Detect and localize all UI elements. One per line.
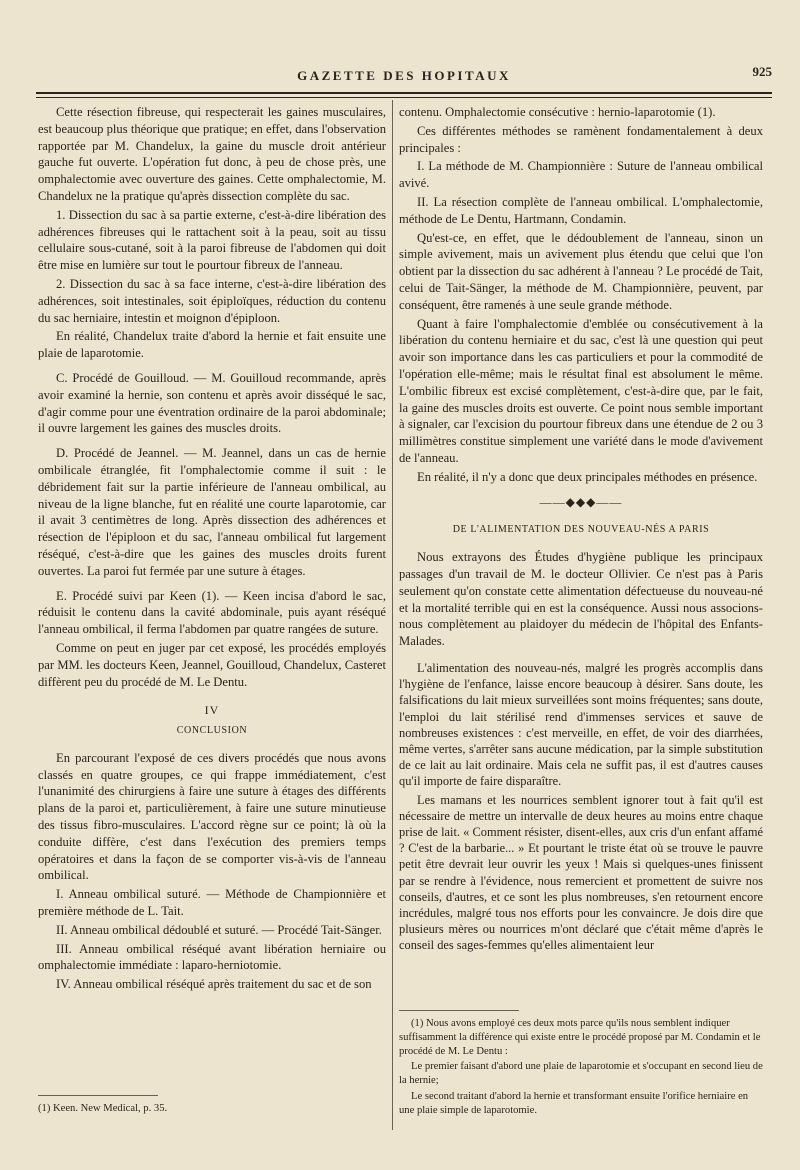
journal-title: GAZETTE DES HOPITAUX <box>297 68 511 83</box>
column-divider <box>392 100 393 1130</box>
left-footnotes <box>38 1095 386 1116</box>
right-footnotes <box>399 1010 763 1120</box>
paragraph: Ces différentes méthodes se ramènent fondamentalement à deux principales : <box>399 123 763 155</box>
paragraph: Quant à faire l'omphalectomie d'emblée ou consécutivement à la libération du contenu herniaire et du sac, c'est là une question qui peut avoir son importance dans les cas particuliers et pour la commodité de l'opération elle-même; mais le résultat final est absolument le même. L'ombilic fibreux est excisé complètement, c'est-à-dire que, par le fait, la gaine des muscles droits est ouverte. Ce point nous semble important à signaler, car l'excision du pourtour fibreux dans une étendue de 2 ou 3 millimètres constitue simplement une variété dans le mode d'avivement de l'anneau. <box>399 316 763 465</box>
paragraph: I. Anneau ombilical suturé. — Méthode de Championnière et première méthode de L. Tait. <box>38 887 386 919</box>
paragraph: D. Procédé de Jeannel. — M. Jeannel, dans un cas de hernie ombilicale étranglée, fit l'omphalectomie comme il suit : le débridement fait sur la partie inférieure de l'anneau ombilical, au niveau de la ligne blanche, fut en réalité une courte laparotomie, car il avait 3 centimètres de long. Après dissection des adhérences et résection de l'épiploon et du sac, l'anneau ombilical fut largement réséqué, c'est-à-dire que les gaines des muscles droits furent ouvertes. La paroi fut fermée par une suture à étages. <box>38 446 386 578</box>
paragraph: L'alimentation des nouveau-nés, malgré les progrès accomplis dans l'hygiène de l'enfance, laisse encore beaucoup à désirer. Sans doute, les falsifications du lait mieux surveillées sont moins fréquentes; sans doute, l'emploi du lait stérilisé rend d'immenses services et sauve de nombreuses existences : c'est merveille, en effet, de voir des diarrhées, même vertes, s'arrêter sans aucune médication, par la simple substitution de ce lait au lait ordinaire. Mais cela ne suffit pas, il est d'autres causes qu'il importe de faire disparaître. <box>399 660 763 789</box>
paragraph: Nous extrayons des Études d'hygiène publique les principaux passages d'un travail de M. le docteur Ollivier. Ce n'est pas à Paris seulement qu'on constate cette alimentation défectueuse du nouveau-né et la mortalité terrible qui en est la conséquence. Aussi nous associons-nous complètement au plaidoyer du médecin de l'hôpital des Enfants-Malades. <box>399 550 763 649</box>
footnote-rule <box>399 1010 519 1011</box>
paragraph: III. Anneau ombilical réséqué avant libération herniaire ou omphalectomie immédiate : laparo-herniotomie. <box>38 941 386 973</box>
paragraph: II. La résection complète de l'anneau ombilical. L'omphalectomie, méthode de Le Dentu, Hartmann, Condamin. <box>399 194 763 226</box>
section-title: CONCLUSION <box>176 725 248 737</box>
paragraph: I. La méthode de M. Championnière : Suture de l'anneau ombilical avivé. <box>399 159 763 191</box>
paragraph: En réalité, Chandelux traite d'abord la hernie et fait ensuite une plaie de laparotomie. <box>38 329 386 361</box>
paragraph: II. Anneau ombilical dédoublé et suturé. — Procédé Tait-Sänger. <box>56 922 382 937</box>
section-number: IV <box>204 703 220 718</box>
right-column <box>399 104 763 956</box>
footnote-rule <box>38 1095 158 1096</box>
footnote: Le second traitant d'abord la hernie et transformant ensuite l'orifice herniaire en une plaie simple de laparotomie. <box>399 1090 749 1116</box>
footnote: (1) Keen. New Medical, p. 35. <box>38 1103 168 1114</box>
article-title: DE L'ALIMENTATION DES NOUVEAU-NÉS A PARIS <box>452 524 710 536</box>
footnote: Le premier faisant d'abord une plaie de laparotomie et s'occupant en second lieu de la hernie; <box>399 1061 763 1087</box>
paragraph: contenu. Omphalectomie consécutive : hernio-laparotomie (1). <box>399 105 716 119</box>
paragraph: Qu'est-ce, en effet, que le dédoublement de l'anneau, sinon un simple avivement, mais un avivement plus étendu que celui que l'on obtient par la dissection du sac adhérent à l'anneau ? Le procédé de Tait, celui de Tait-Sänger, la méthode de M. Championnière, peuvent, par conséquent, être ramenés à une seule grande méthode. <box>399 230 763 312</box>
paragraph: Les mamans et les nourrices semblent ignorer tout à fait qu'il est nécessaire de mettre un intervalle de deux heures au moins entre chaque prise de lait. « Comment résister, disent-elles, aux cris d'un enfant affamé ? C'est de la barbarie... » Et pourtant le triste état où se trouve le pauvre petit être devrait leur ouvrir les yeux ! Mais si quelques-unes finissent par se rendre à l'évidence, nous remercient et promettent de suivre nos conseils, d'autres, et ce sont les plus nombreuses, s'en retournent encore incrédules, malgré tous nos efforts pour les convaincre. Je dois dire que plusieurs mères ou nourrices m'ont déclaré que c'était même d'après le conseil des sages-femmes qu'elles alimentaient leur <box>399 792 763 953</box>
paragraph: E. Procédé suivi par Keen (1). — Keen incisa d'abord le sac, réduisit le contenu dans la cavité abdominale, puis ayant réséqué l'anneau ombilical, il ferma l'abdomen par quatre rangées de suture. <box>38 588 386 637</box>
separator-ornament: ——◆◆◆—— <box>539 494 623 509</box>
page-number: 925 <box>752 64 772 79</box>
footnote: (1) Nous avons employé ces deux mots parce qu'ils nous semblent indiquer suffisamment la différence qui existe entre le procédé proposé par M. Condamin et le procédé de M. Le Dentu : <box>399 1018 761 1057</box>
paragraph: C. Procédé de Gouilloud. — M. Gouilloud recommande, après avoir examiné la hernie, son contenu et après avoir disséqué le sac, d'agir comme pour une éventration ordinaire de la paroi abdominale; il ouvre largement les gaines des muscles droits. <box>38 370 386 436</box>
left-column <box>38 104 386 995</box>
paragraph: 2. Dissection du sac à sa face interne, c'est-à-dire libération des adhérences, soit intestinales, soit épiploïques, réduction du contenu du sac herniaire, intestin et moignon d'épiploon. <box>38 276 386 325</box>
paragraph: Cette résection fibreuse, qui respecterait les gaines musculaires, est beaucoup plus théorique que pratique; en effet, dans l'observation rapportée par M. Chandelux, la gaine du muscle droit antérieur gauche fut ouverte. L'opération fut donc, à peu de chose près, une omphalectomie avec ouverture des gaines. Cette omphalectomie, M. Chandelux ne la pratique qu'après dissection complète du sac. <box>38 105 386 203</box>
page-header <box>36 58 772 88</box>
paragraph: En parcourant l'exposé de ces divers procédés que nous avons classés en quatre groupes, ce qui frappe immédiatement, c'est l'unanimité des chirurgiens à faire une suture à étages des différents plans de la paroi et, particulièrement, à faire une suture minutieuse des tissus fibro-musculaires. L'accord règne sur ce point; là où la conduite diffère, c'est dans l'exécution des premiers temps opératoires et dans la façon de se comporter vis-à-vis de l'anneau ombilical. <box>38 750 386 883</box>
header-rule <box>36 92 772 98</box>
paragraph: 1. Dissection du sac à sa partie externe, c'est-à-dire libération des adhérences fibreuses qui le rattachent soit à la peau, soit au tissu cellulaire sous-cutané, soit à la paroi fibreuse de l'abdomen qui doit être mise en lumière sur tout le pourtour fibreux de l'anneau. <box>38 207 386 273</box>
paragraph: IV. Anneau ombilical réséqué après traitement du sac et de son <box>56 977 372 992</box>
paragraph: En réalité, il n'y a donc que deux principales méthodes en présence. <box>417 469 758 484</box>
paragraph: Comme on peut en juger par cet exposé, les procédés employés par MM. les docteurs Keen, Jeannel, Gouilloud, Chandelux, Casteret diffèrent peu du procédé de M. Le Dentu. <box>38 640 386 689</box>
